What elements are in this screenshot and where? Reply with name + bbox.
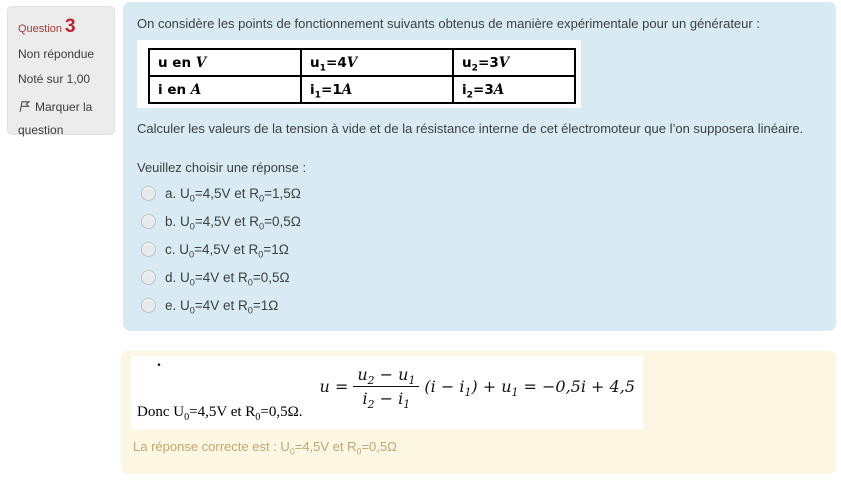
answer-option-a[interactable] — [141, 186, 816, 204]
flag-question-button[interactable] — [18, 96, 106, 142]
correct-answer-text: La réponse correcte est : $U_0=4,5V$ et $R_0=0,5\Omega$ — [133, 439, 397, 457]
table-cell: $i_2=3A$ — [453, 76, 575, 103]
fraction-denominator: $i_2 - i_1$ — [362, 389, 411, 412]
table-row — [149, 76, 575, 103]
radio-button[interactable] — [141, 270, 156, 285]
formula-rhs: $(i - i_1) + u_1 = -0,5i + 4,5$ — [424, 377, 635, 400]
question-label: Question — [18, 23, 63, 35]
flag-icon — [18, 100, 31, 113]
operating-points-image — [137, 40, 581, 108]
answer-options — [137, 186, 816, 316]
answer-option-d[interactable] — [141, 270, 816, 288]
question-number: 3 — [65, 16, 76, 37]
table-cell: u en V — [149, 49, 301, 76]
formula-fraction — [353, 365, 419, 412]
option-label[interactable]: d. $U_0=4V$ et $R_0=0,5\Omega$ — [165, 270, 290, 288]
question-grade: Noté sur 1,00 — [18, 72, 91, 86]
flag-label: Marquer la question — [18, 100, 93, 137]
radio-button[interactable] — [141, 186, 156, 201]
solution-dot: . — [157, 353, 161, 370]
answer-option-e[interactable] — [141, 298, 816, 316]
answer-option-c[interactable] — [141, 242, 816, 260]
question-header — [18, 16, 106, 40]
radio-button[interactable] — [141, 298, 156, 313]
table-cell: $u_2=3V$ — [453, 49, 575, 76]
question-status: Non répondue — [18, 47, 95, 61]
operating-points-table — [148, 48, 576, 104]
solution-formula — [319, 365, 635, 412]
option-label[interactable]: b. $U_0=4,5V$ et $R_0=0,5\Omega$ — [165, 214, 301, 232]
table-cell: $i_1=1A$ — [301, 76, 453, 103]
table-row — [149, 49, 575, 76]
question-info-panel — [7, 6, 115, 135]
answer-option-b[interactable] — [141, 214, 816, 232]
option-label[interactable]: e. $U_0=4V$ et $R_0=1\Omega$ — [165, 298, 279, 316]
table-cell: i en A — [149, 76, 301, 103]
question-intro-text: On considère les points de fonctionnement suivants obtenus de manière expérimentale pour un générateur : — [137, 16, 760, 31]
answer-prompt: Veuillez choisir une réponse : — [137, 160, 307, 175]
radio-button[interactable] — [141, 214, 156, 229]
formula-lhs: u = — [319, 377, 349, 396]
question-task-text: Calculer les valeurs de la tension à vide et de la résistance interne de cet électromoteur que l’on supposera linéaire. — [137, 121, 804, 136]
option-label[interactable]: a. $U_0=4,5V$ et $R_0=1,5\Omega$ — [165, 186, 301, 204]
fraction-numerator: $u_2 - u_1$ — [353, 365, 419, 387]
solution-conclusion: Donc $U_0=4,5V$ et $R_0=0,5\Omega$. — [137, 404, 303, 423]
feedback-panel — [121, 351, 836, 474]
radio-button[interactable] — [141, 242, 156, 257]
question-body — [123, 2, 836, 331]
option-label[interactable]: c. $U_0=4,5V$ et $R_0=1\Omega$ — [165, 242, 289, 260]
solution-image — [131, 353, 643, 429]
table-cell: $u_1=4V$ — [301, 49, 453, 76]
